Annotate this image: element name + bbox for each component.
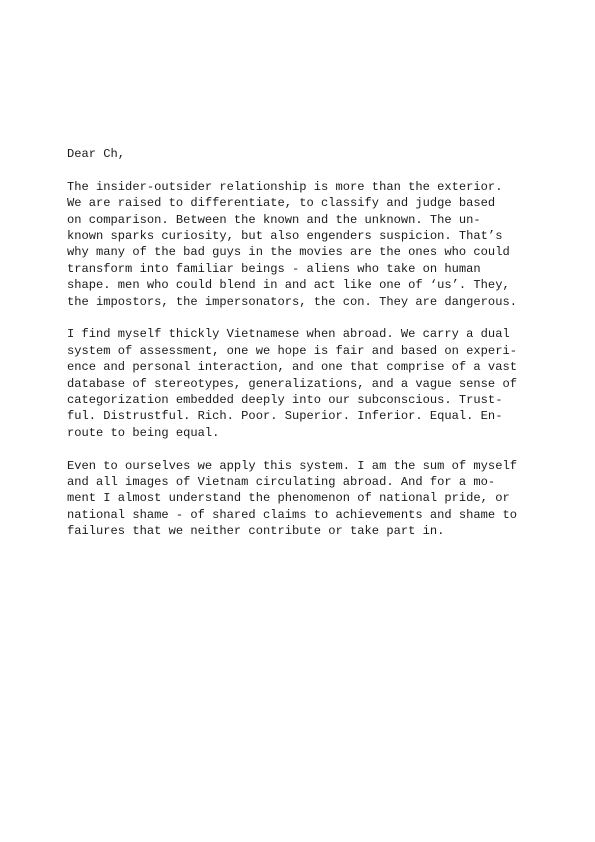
text-line: national shame - of shared claims to achievements and shame to: [67, 507, 517, 522]
text-line: The insider-outsider relationship is more than the exterior.: [67, 179, 503, 194]
text-line: I find myself thickly Vietnamese when abroad. We carry a dual: [67, 327, 510, 342]
text-line: why many of the bad guys in the movies are the ones who could: [67, 245, 510, 260]
text-line: We are raised to differentiate, to classify and judge based: [67, 196, 496, 211]
text-line: on comparison. Between the known and the unknown. The un-: [67, 212, 481, 227]
text-line: categorization embedded deeply into our subconscious. Trust-: [67, 393, 503, 408]
paragraph-insider-outsider: [67, 179, 537, 310]
text-line: transform into familiar beings - aliens who take on human: [67, 261, 481, 276]
text-line: shape. men who could blend in and act like one of ‘us’. They,: [67, 278, 510, 293]
text-line: system of assessment, one we hope is fair and based on experi-: [67, 343, 517, 358]
salutation: Dear Ch,: [67, 147, 126, 161]
paragraph-vietnamese-abroad: [67, 326, 537, 441]
text-line: ful. Distrustful. Rich. Poor. Superior. Inferior. Equal. En-: [67, 409, 503, 424]
letter-body: [67, 146, 537, 556]
text-line: the impostors, the impersonators, the con. They are dangerous.: [67, 294, 517, 309]
paragraph-national-pride: [67, 458, 537, 540]
text-line: database of stereotypes, generalizations, and a vague sense of: [67, 376, 517, 391]
text-line: ence and personal interaction, and one that comprise of a vast: [67, 360, 517, 375]
text-line: ment I almost understand the phenomenon of national pride, or: [67, 491, 510, 506]
text-line: failures that we neither contribute or take part in.: [67, 524, 445, 539]
text-line: route to being equal.: [67, 425, 220, 440]
text-line: known sparks curiosity, but also engenders suspicion. That’s: [67, 229, 503, 244]
text-line: Even to ourselves we apply this system. I am the sum of myself: [67, 458, 517, 473]
text-line: and all images of Vietnam circulating abroad. And for a mo-: [67, 475, 496, 490]
